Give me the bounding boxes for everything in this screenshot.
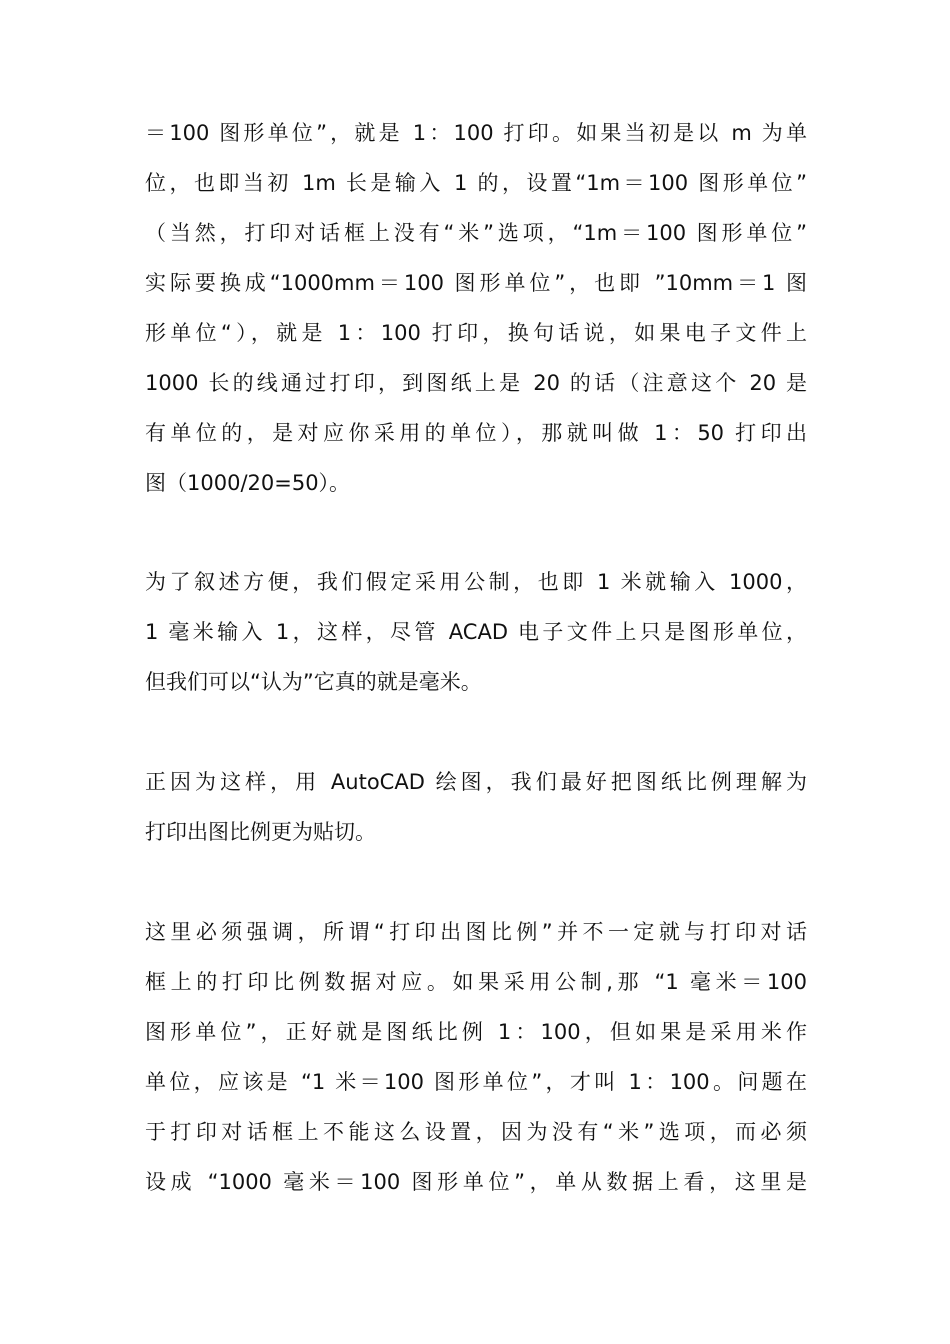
text-line: ＝100 图形单位”，就是 1：100 打印。如果当初是以 m 为单 [145, 121, 807, 145]
paragraph-plot-scale-meters [145, 108, 807, 508]
text-line: 打印出图比例更为贴切。 [145, 820, 376, 844]
text-line: 1 毫米输入 1，这样，尽管 ACAD 电子文件上只是图形单位， [145, 620, 807, 644]
text-line: 实际要换成“1000mm＝100 图形单位”，也即 ”10mm＝1 图 [145, 271, 807, 295]
text-line: 框上的打印比例数据对应。如果采用公制,那 “1 毫米＝100 [145, 970, 807, 994]
text-line: 设成 “1000 毫米＝100 图形单位”，单从数据上看，这里是 [145, 1170, 807, 1194]
paragraph-autocad-scale [145, 757, 807, 857]
paragraph-print-dialog-scale [145, 907, 807, 1207]
paragraph-metric-assumption [145, 557, 807, 707]
text-line: 但我们可以“认为”它真的就是毫米。 [145, 670, 482, 694]
text-line: 图形单位”，正好就是图纸比例 1：100，但如果是采用米作 [145, 1020, 807, 1044]
text-line: 1000 长的线通过打印，到图纸上是 20 的话（注意这个 20 是 [145, 371, 807, 395]
text-line: 单位，应该是 “1 米＝100 图形单位”，才叫 1：100。问题在 [145, 1070, 807, 1094]
text-line: 图（1000/20=50）。 [145, 471, 351, 495]
text-line: 位，也即当初 1m 长是输入 1 的，设置“1m＝100 图形单位” [145, 171, 807, 195]
text-line: 形单位“），就是 1：100 打印，换句话说，如果电子文件上 [145, 321, 807, 345]
text-line: 正因为这样，用 AutoCAD 绘图，我们最好把图纸比例理解为 [145, 770, 807, 794]
text-line: 有单位的，是对应你采用的单位），那就叫做 1：50 打印出 [145, 421, 807, 445]
text-line: 这里必须强调，所谓“打印出图比例”并不一定就与打印对话 [145, 920, 807, 944]
text-line: 于打印对话框上不能这么设置，因为没有“米”选项，而必须 [145, 1120, 807, 1144]
text-line: （当然，打印对话框上没有“米”选项，“1m＝100 图形单位” [145, 221, 807, 245]
text-line: 为了叙述方便，我们假定采用公制，也即 1 米就输入 1000， [145, 570, 807, 594]
